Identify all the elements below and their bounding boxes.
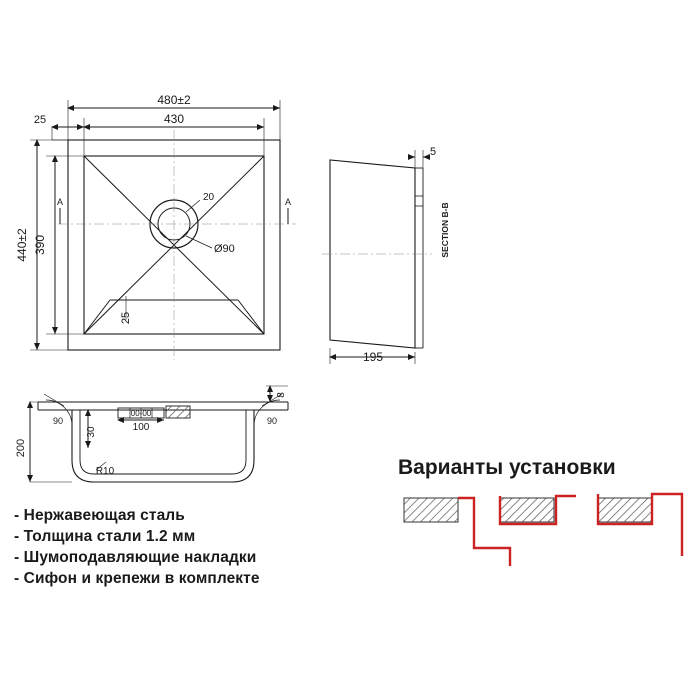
- dim-thickness: 5: [429, 146, 437, 158]
- feature-item: - Сифон и крепежи в комплекте: [14, 570, 260, 587]
- side-view: [322, 150, 432, 364]
- dim-bottom-offset: 25: [120, 311, 132, 325]
- dim-drain-radius: 20: [203, 192, 215, 203]
- variant-flush-mount: [404, 498, 510, 566]
- install-variants-diagrams: [404, 494, 682, 566]
- section-mark-a-right: A: [284, 197, 292, 207]
- dim-drain-diameter: Ø90: [214, 243, 235, 255]
- features-list: [14, 505, 344, 589]
- dim-flange-8: 8: [276, 392, 287, 398]
- dim-lip: 30: [86, 426, 97, 438]
- dim-overall-height: 440±2: [15, 228, 29, 262]
- section-bb-label: SECTION B-B: [440, 202, 450, 258]
- variants-title: Варианты установки: [398, 456, 616, 479]
- variant-undermount: [500, 496, 576, 524]
- front-section-view: [30, 386, 288, 482]
- dim-angle-left: 90: [52, 416, 64, 426]
- dim-overall-width: 480±2: [157, 93, 191, 107]
- feature-item: - Нержавеющая сталь: [14, 507, 185, 524]
- dim-inner-width: 430: [163, 112, 185, 126]
- dim-overflow: 00-00: [130, 409, 152, 418]
- dim-left-offset: 25: [33, 114, 47, 126]
- top-view: [30, 100, 296, 360]
- dim-front-height: 200: [15, 438, 27, 458]
- feature-item: - Толщина стали 1.2 мм: [14, 528, 196, 545]
- feature-item: - Шумоподавляющие накладки: [14, 549, 257, 566]
- section-mark-a-left: A: [56, 197, 64, 207]
- dim-depth: 195: [362, 350, 384, 364]
- dim-radius-r10: R10: [95, 466, 115, 477]
- dim-angle-right: 90: [266, 416, 278, 426]
- dim-inner-height: 390: [33, 234, 47, 256]
- variant-topmount: [598, 494, 682, 556]
- dim-inner-100: 100: [132, 422, 150, 433]
